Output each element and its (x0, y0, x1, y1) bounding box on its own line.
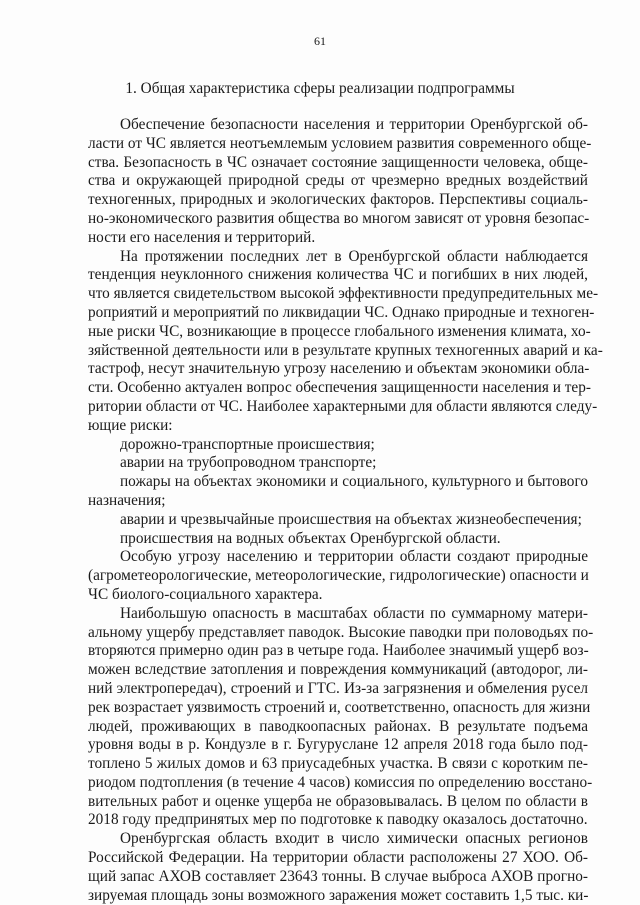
text-line: 2018 году предпринятых мер по подготовке к паводку оказалось достаточно. (88, 811, 588, 829)
text-line: техногенных, природных и экологических факторов. Перспективы социаль- (88, 191, 588, 209)
text-line: происшествия на водных объектах Оренбургской области. (120, 529, 501, 547)
section-heading: 1. Общая характеристика сферы реализации подпрограммы (125, 80, 515, 97)
text-line: Обеспечение безопасности населения и территории Оренбургской об- (120, 116, 588, 133)
text-line: ные риски ЧС, возникающие в процессе глобального изменения климата, хо- (88, 322, 591, 340)
text-line: можен вследствие затопления и повреждения коммуникаций (автодорог, ли- (88, 661, 588, 679)
text-line: пожары на объектах экономики и социального, культурного и бытового (120, 473, 588, 491)
page-number: 61 (314, 34, 326, 48)
text-line: дорожно-транспортные происшествия; (120, 435, 375, 453)
text-line: топлено 5 жилых домов и 63 приусадебных участка. В связи с коротким пе- (88, 755, 588, 773)
text-line: вторяются примерно один раз в четыре года. Наиболее значимый ущерб воз- (88, 642, 589, 660)
text-line: роприятий и мероприятий по ликвидации ЧС. Однако природные и техноген- (88, 303, 595, 321)
text-line: назначения; (88, 491, 166, 509)
text-line: ЧС биолого-социального характера. (88, 585, 323, 603)
text-line: риодом подтопления (в течение 4 часов) комиссия по определению восстано- (88, 773, 593, 791)
text-line: людей, проживающих в паводкоопасных районах. В результате подъема (88, 717, 588, 735)
text-line: уровня воды в р. Кондузле в г. Бугуруслане 12 апреля 2018 года было под- (88, 736, 588, 754)
text-line: ства. Безопасность в ЧС означает состояние защищенности человека, обще- (88, 153, 588, 171)
text-line: что является свидетельством высокой эффективности предупредительных ме- (88, 285, 599, 303)
text-line: ности его населения и территорий. (88, 228, 316, 246)
text-line: но-экономического развития общества во многом зависят от уровня безопас- (88, 209, 590, 227)
text-line: ства и окружающей природной среды от чрезмерно вредных воздействий (88, 172, 588, 190)
text-line: тастроф, несут значительную угрозу населению и объектам экономики обла- (88, 360, 590, 378)
text-line: аварии и чрезвычайные происшествия на объектах жизнеобеспечения; (120, 510, 582, 528)
text-line: щий запас АХОВ составляет 23643 тонны. В случае выброса АХОВ прогно- (88, 867, 588, 885)
text-line: ний электропередач), строений и ГТС. Из-за загрязнения и обмеления русел (88, 679, 588, 697)
text-line: зируемая площадь зоны возможного заражения может составить 1,5 тыс. ки- (88, 886, 589, 904)
text-line: рек возрастает уязвимость строений и, соответственно, опасность для жизни (88, 698, 591, 716)
text-line: Российской Федерации. На территории области расположены 27 ХОО. Об- (88, 849, 588, 867)
text-line: тенденция неуклонного снижения количества ЧС и погибших в них людей, (88, 266, 588, 284)
text-line: Наибольшую опасность в масштабах области по суммарному матери- (120, 604, 588, 622)
text-line: На протяжении последних лет в Оренбургской области наблюдается (120, 247, 588, 265)
text-line: зяйственной деятельности или в результате крупных техногенных аварий и ка- (88, 341, 603, 359)
text-line: аварии на трубопроводном транспорте; (120, 454, 377, 472)
text-line: (агрометеорологические, метеорологические, гидрологические) опасности и (88, 567, 589, 585)
text-line: вительных работ и оценке ущерба не образовывалась. В целом по области в (88, 792, 588, 810)
body-text (88, 116, 603, 905)
text-line: сти. Особенно актуален вопрос обеспечения защищенности населения и тер- (88, 379, 591, 397)
text-line: ласти от ЧС является неотъемлемым условием развития современного обще- (88, 134, 592, 152)
text-line: Оренбургская область входит в число химически опасных регионов (120, 830, 588, 848)
text-line: ритории области от ЧС. Наиболее характерными для области являются следу- (88, 397, 598, 415)
text-line: альному ущербу представляет паводок. Высокие паводки при половодьях по- (88, 623, 594, 641)
text-line: ющие риски: (88, 416, 173, 434)
text-line: Особую угрозу населению и территории области создают природные (120, 548, 588, 566)
